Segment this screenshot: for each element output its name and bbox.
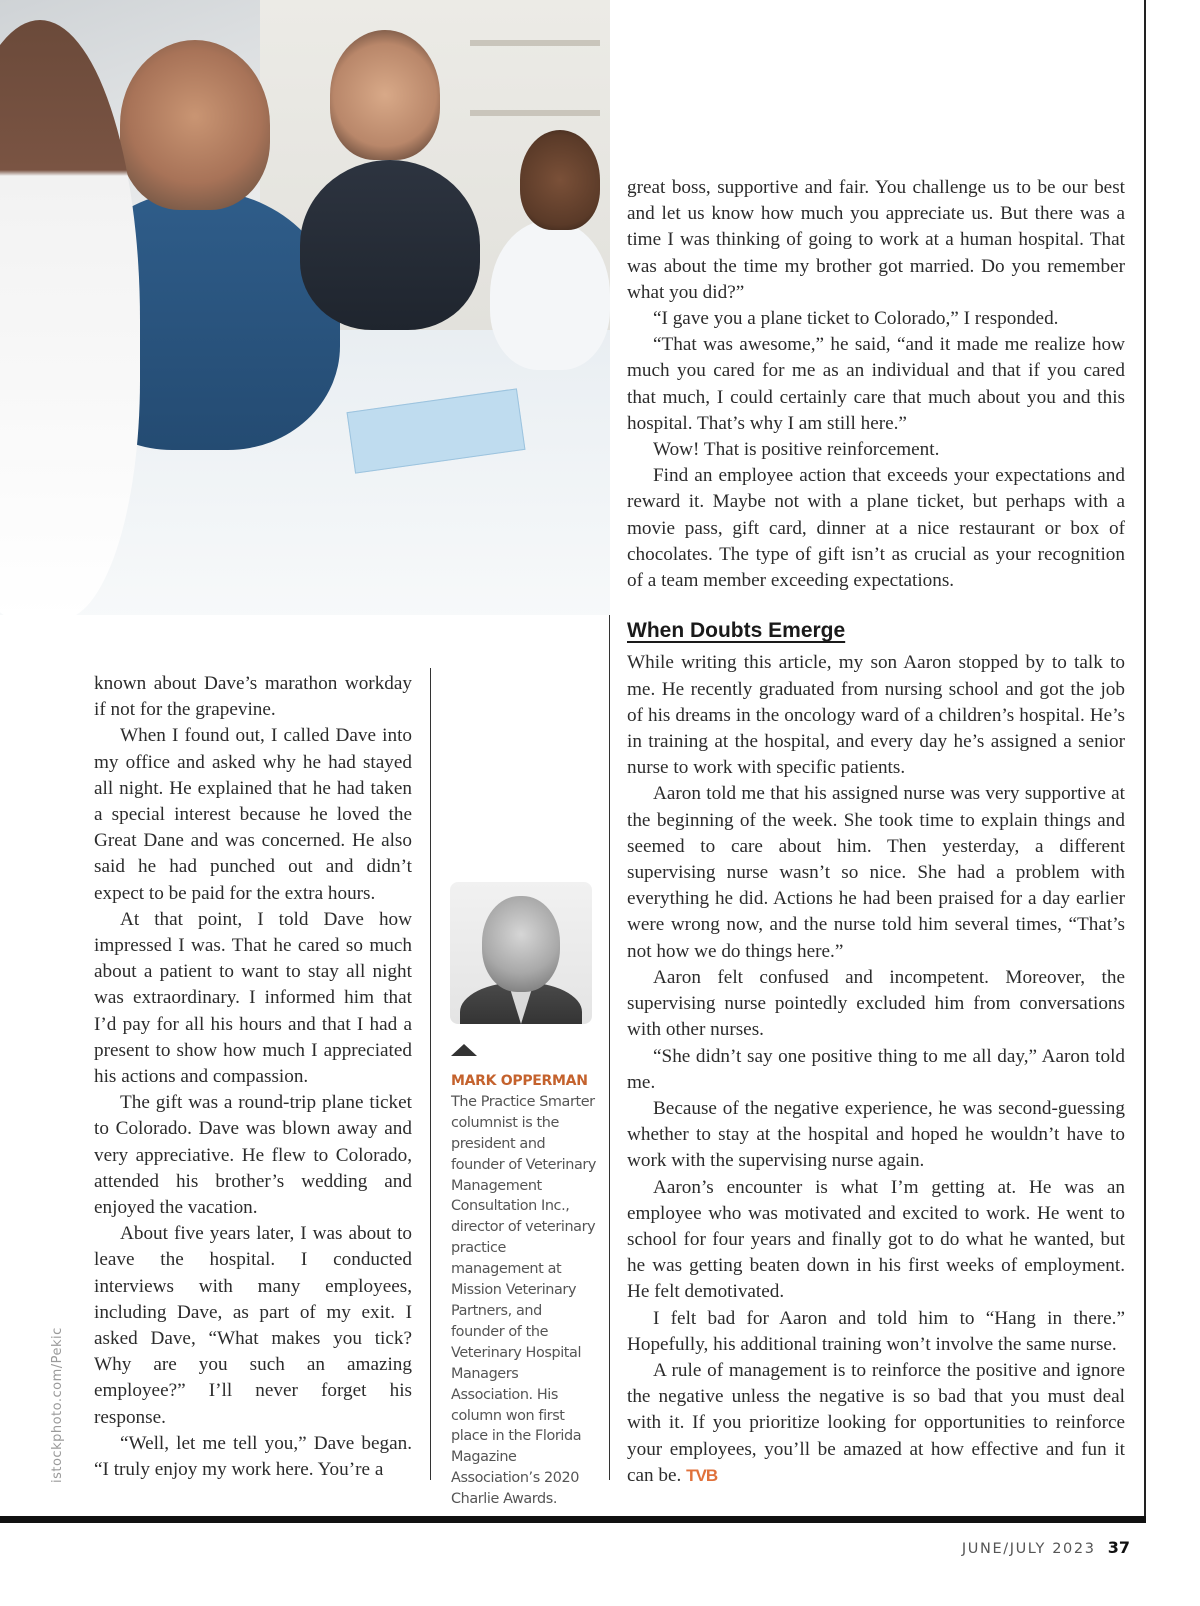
paragraph: “That was awesome,” he said, “and it made me realize how much you cared for me as an individual and that if you cared that much, I could certainly care that much about you and this hospital. That’s why I am still here.” [627, 334, 1125, 434]
author-bio-text: The Practice Smarter columnist is the president and founder of Veterinary Management Consultation Inc., director of veterinary practice management at Mission Veterinary Partners, and founder of the Veterinary Hospital Managers Association. His column won first place in the Florida Magazine Association’s 2020 Charlie Awards. [451, 1093, 596, 1508]
photo-person [300, 160, 480, 330]
paragraph: While writing this article, my son Aaron stopped by to talk to me. He recently graduated from nursing school and got the job of his dreams in the oncology ward of a children’s hospital. He’s in training at the hospital, and every day he’s assigned a senior nurse to work with specific patients. [627, 652, 1125, 779]
paragraph: great boss, supportive and fair. You challenge us to be our best and let us know how much you appreciate us. But there was a time I was thinking of going to work at a human hospital. That was about the time my brother got married. Do you remember what you did?” [627, 177, 1125, 303]
page-number: 37 [1107, 1538, 1130, 1557]
photo-shelf [470, 110, 600, 116]
column-divider [430, 668, 431, 1480]
photo-person [120, 40, 270, 210]
paragraph: Aaron felt confused and incompetent. Moreover, the supervising nurse pointedly excluded him from conversations with other nurses. [627, 966, 1125, 1041]
page-footer [962, 1538, 1130, 1557]
page-edge-rule [1144, 0, 1146, 1516]
photo-credit: istockphoto.com/Pekic [50, 1327, 65, 1483]
section-heading: When Doubts Emerge [627, 619, 846, 643]
paragraph [627, 1358, 1125, 1489]
paragraph: Aaron told me that his assigned nurse was very supportive at the beginning of the week. She took time to explain things and seemed to care about him. Then yesterday, a different supervising nurse wasn’t so nice. She had a problem with everything he did. Actions he had been praised for a day earlier were wrong now, and the nurse told him several times, “That’s not how we do things here.” [627, 783, 1125, 962]
paragraph: About five years later, I was about to leave the hospital. I conducted interviews with many employees, including Dave, as part of my exit. I asked Dave, “What makes you tick? Why are you such an amazing employee?” I’ll never forget his response. [94, 1223, 412, 1428]
photo-person [0, 20, 140, 615]
paragraph: The gift was a round-trip plane ticket to Colorado. Dave was blown away and very appreciative. He flew to Colorado, attended his brother’s wedding and enjoyed the vacation. [94, 1092, 412, 1219]
issue-date: JUNE/JULY 2023 [961, 1541, 1096, 1557]
paragraph: known about Dave’s marathon workday if not for the grapevine. [94, 673, 412, 721]
paragraph: “I gave you a plane ticket to Colorado,” I responded. [653, 308, 1059, 330]
author-bio [451, 1071, 599, 1510]
headshot-face [482, 896, 560, 992]
footer-rule [0, 1516, 1146, 1523]
tvb-logo: TVB [686, 1465, 718, 1485]
paragraph: Find an employee action that exceeds your expectations and reward it. Maybe not with a plane ticket, but perhaps with a movie pass, gift card, dinner at a nice restaurant or box of chocolates. The type of gift isn’t as crucial as your recognition of a team member exceeding expectations. [627, 465, 1125, 592]
paragraph: “Well, let me tell you,” Dave began. “I truly enjoy my work here. You’re a [94, 1432, 412, 1481]
paragraph: When I found out, I called Dave into my office and asked why he had stayed all night. He explained that he had taken a special interest because he loved the Great Dane and was concerned. He also said he had punched out and didn’t expect to be paid for the extra hours. [94, 725, 412, 904]
paragraph-text: A rule of management is to reinforce the positive and ignore the negative unless the negative is so bad that you must deal with it. If you prioritize looking for opportunities to reinforce your employees, you’ll be amazed at how effective and fun it can be. [627, 1359, 1125, 1486]
photo-person [330, 30, 440, 160]
author-headshot [450, 882, 592, 1024]
paragraph: I felt bad for Aaron and told him to “Hang in there.” Hopefully, his additional training won’t involve the same nurse. [627, 1307, 1125, 1355]
column-divider [609, 615, 610, 1480]
paragraph: At that point, I told Dave how impressed I was. That he cared so much about a patient to want to stay all night was extraordinary. I informed him that I’d pay for all his hours and that I had a present to show how much I appreciated his actions and compassion. [94, 908, 412, 1088]
triangle-up-icon [451, 1044, 477, 1056]
author-name: MARK OPPERMAN [451, 1073, 588, 1089]
paragraph: Aaron’s encounter is what I’m getting at. He was an employee who was motivated and excited to work. He went to school for four years and finally got to do what he wanted, but he was getting beaten down in his first weeks of employment. He felt demotivated. [627, 1176, 1125, 1303]
photo-shelf [470, 40, 600, 46]
photo-person [490, 220, 610, 370]
article-photo [0, 0, 610, 615]
photo-person [520, 130, 600, 230]
paragraph: “She didn’t say one positive thing to me all day,” Aaron told me. [627, 1045, 1125, 1093]
paragraph: Wow! That is positive reinforcement. [653, 439, 940, 461]
article-column-right [627, 175, 1125, 1489]
article-column-left [94, 671, 412, 1483]
paragraph: Because of the negative experience, he was second-guessing whether to stay at the hospital and hoped he wouldn’t have to work with the supervising nurse again. [627, 1097, 1125, 1172]
